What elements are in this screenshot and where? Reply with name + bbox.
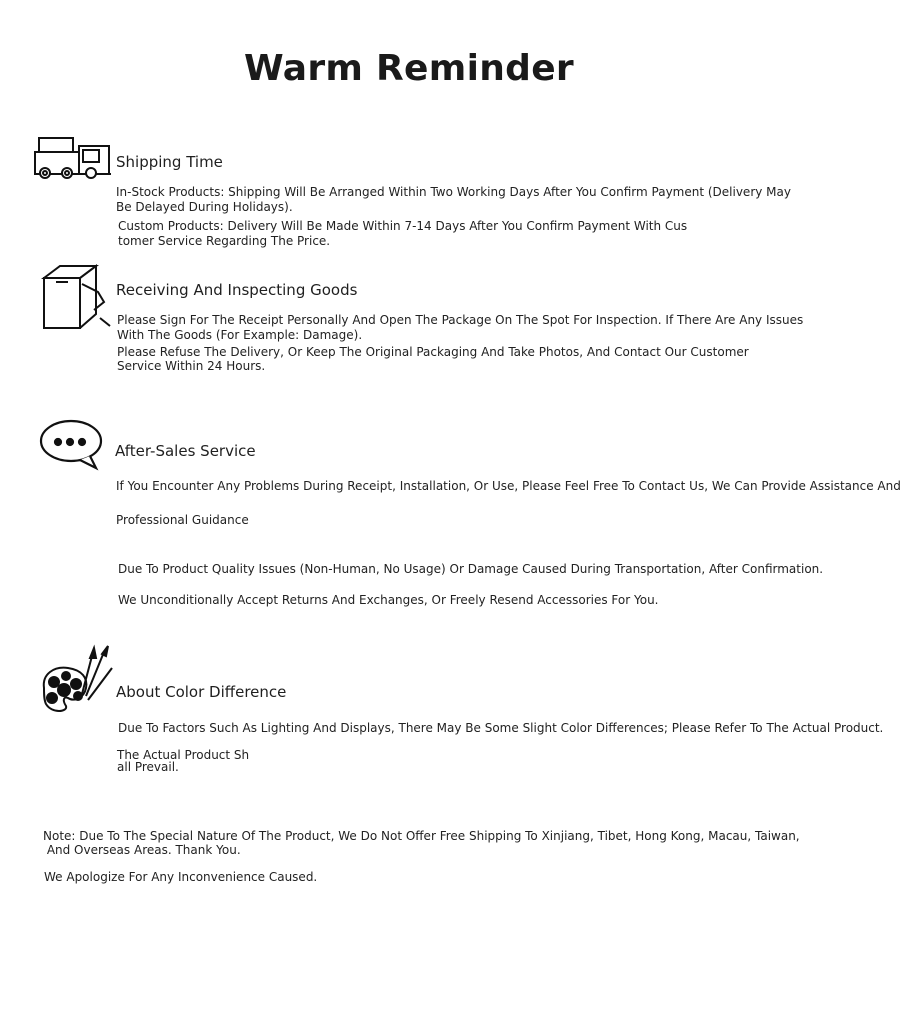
receiving-sign-line1: Please Sign For The Receipt Personally And Open The Package On The Spot For Inspection. If There Are Any Issues [117, 313, 804, 327]
shipping-custom-line1: Custom Products: Delivery Will Be Made Within 7-14 Days After You Confirm Payment With Cus [118, 219, 688, 233]
section-heading-color: About Color Difference [116, 683, 287, 701]
shipping-custom-line2: tomer Service Regarding The Price. [118, 234, 331, 248]
chat-bubble-icon [38, 418, 108, 474]
color-prevail-line2: all Prevail. [117, 760, 179, 774]
receiving-refuse-line1: Please Refuse The Delivery, Or Keep The Original Packaging And Take Photos, And Contact Our Customer [117, 345, 749, 359]
color-prevail-line1: The Actual Product Sh [117, 748, 250, 762]
note-apology: We Apologize For Any Inconvenience Caused. [44, 870, 318, 884]
color-factors-text: Due To Factors Such As Lighting And Displays, There May Be Some Slight Color Differences; Please Refer To The Actual Product. [118, 721, 884, 735]
truck-icon [33, 130, 113, 202]
after-sales-returns-text: We Unconditionally Accept Returns And Exchanges, Or Freely Resend Accessories For You. [118, 593, 659, 607]
note-line1: Note: Due To The Special Nature Of The Product, We Do Not Offer Free Shipping To Xinjiang, Tibet, Hong Kong, Macau, Taiwan, [43, 829, 800, 843]
palette-icon [38, 644, 116, 718]
shipping-instock-line1: In-Stock Products: Shipping Will Be Arranged Within Two Working Days After You Confirm Payment (Delivery May [116, 185, 791, 199]
box-icon [38, 262, 114, 334]
page-title: Warm Reminder [244, 48, 574, 89]
section-heading-shipping: Shipping Time [116, 153, 223, 171]
after-sales-guidance-text: Professional Guidance [116, 513, 249, 527]
receiving-refuse-line2: Service Within 24 Hours. [117, 359, 266, 373]
note-line2: And Overseas Areas. Thank You. [43, 843, 241, 857]
section-heading-receiving: Receiving And Inspecting Goods [116, 281, 358, 299]
section-heading-after-sales: After-Sales Service [115, 442, 256, 460]
shipping-instock-line2: Be Delayed During Holidays). [116, 200, 293, 214]
after-sales-contact-text: If You Encounter Any Problems During Receipt, Installation, Or Use, Please Feel Free To Contact Us, We Can Provide Assistance And [116, 479, 901, 493]
receiving-sign-line2: With The Goods (For Example: Damage). [117, 328, 363, 342]
after-sales-quality-text: Due To Product Quality Issues (Non-Human, No Usage) Or Damage Caused During Transportation, After Confirmation. [118, 562, 824, 576]
